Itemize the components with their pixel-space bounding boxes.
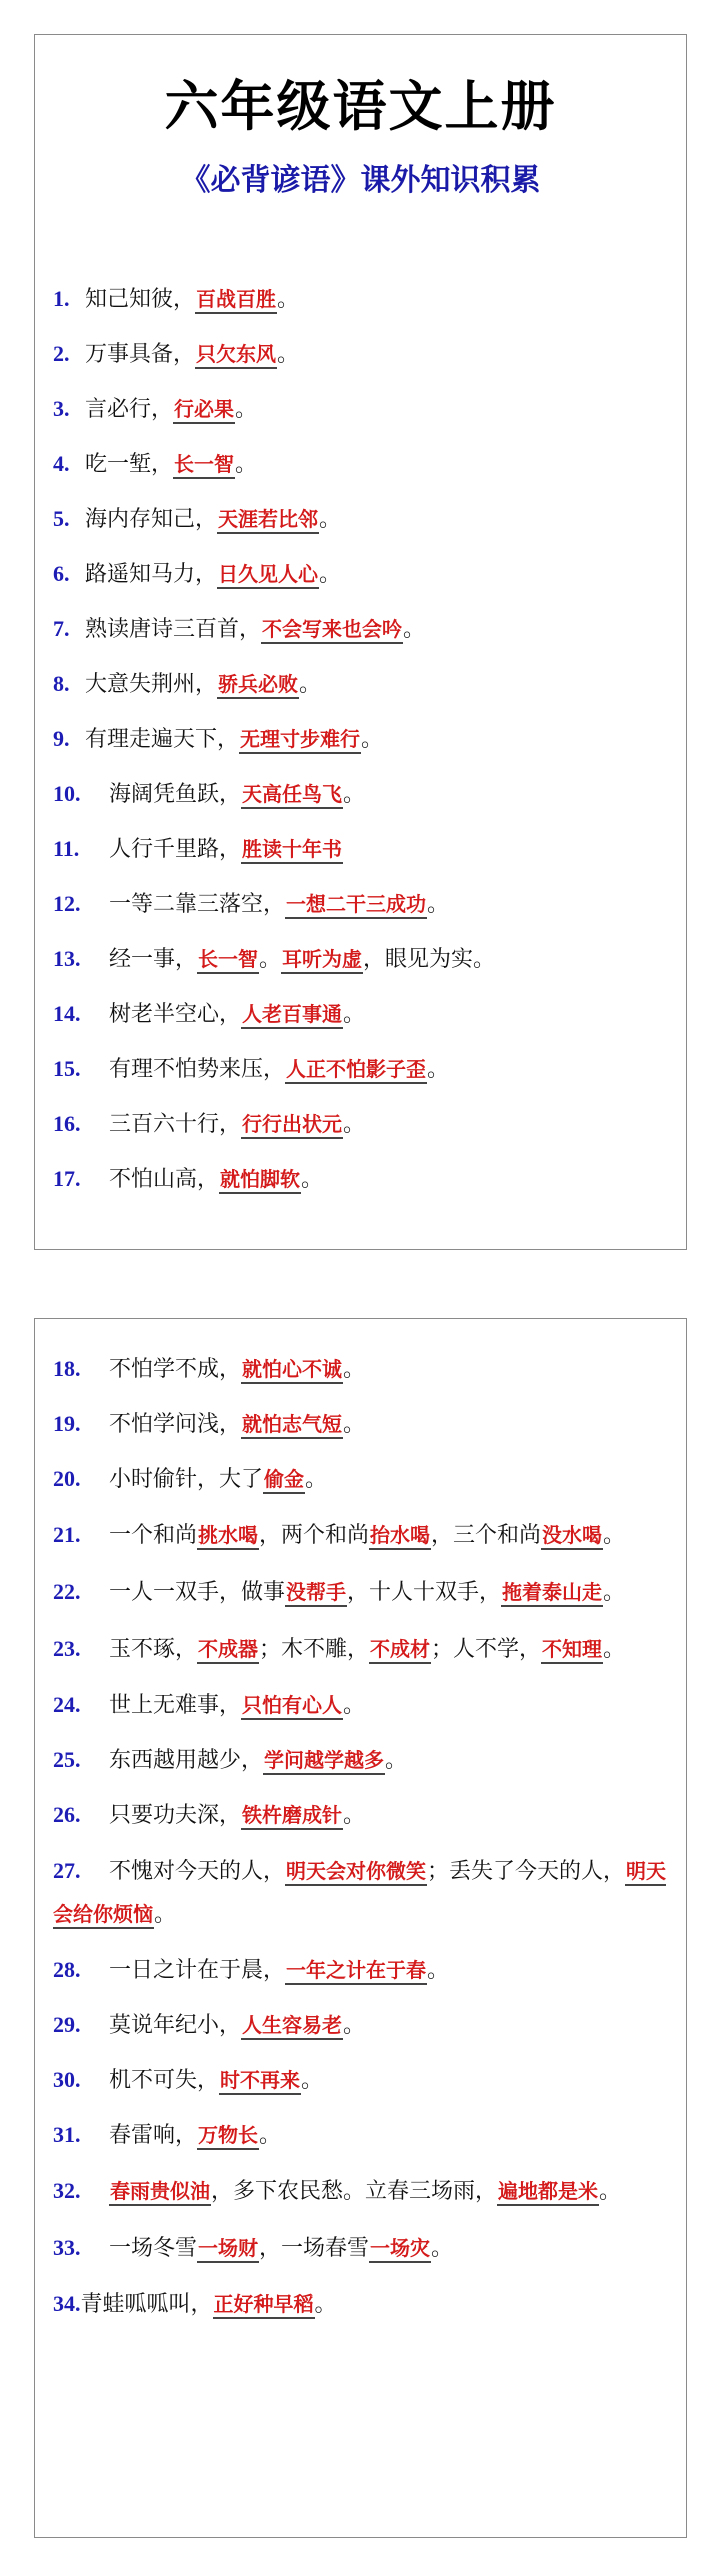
proverb-item	[53, 664, 670, 705]
answer-blank: 没帮手	[285, 1580, 347, 1607]
proverb-text: 。	[361, 727, 384, 752]
item-number: 24.	[53, 1692, 81, 1717]
proverb-text: 。	[603, 1580, 626, 1605]
proverb-item	[53, 2170, 670, 2213]
item-number: 31.	[53, 2122, 81, 2147]
item-number: 30.	[53, 2067, 81, 2092]
proverb-text: 大意失荆州，	[85, 672, 218, 697]
proverb-item	[53, 1795, 670, 1836]
proverb-text: 。	[427, 892, 450, 917]
proverb-text: 。	[235, 452, 258, 477]
proverb-item	[53, 389, 670, 430]
item-number: 26.	[53, 1802, 81, 1827]
answer-blank: 万物长	[197, 2123, 259, 2150]
proverb-text: 。	[301, 2068, 324, 2093]
page-subtitle	[35, 161, 686, 201]
proverb-text: 。	[277, 342, 300, 367]
item-number: 27.	[53, 1858, 81, 1883]
proverb-text: 万事具备，	[85, 342, 196, 367]
answer-blank: 时不再来	[219, 2068, 301, 2095]
proverb-item	[53, 884, 670, 925]
proverb-text: 一日之计在于晨，	[109, 1958, 286, 1983]
proverb-text: 不怕学不成，	[109, 1357, 242, 1382]
answer-blank: 一场灾	[369, 2236, 431, 2263]
proverb-text: 。	[319, 507, 342, 532]
proverb-text: ，一场春雪	[259, 2236, 370, 2261]
item-number: 23.	[53, 1636, 81, 1661]
item-number: 19.	[53, 1411, 81, 1436]
proverb-text: 青蛙呱呱叫，	[80, 2292, 213, 2317]
proverb-text: ；木不雕，	[259, 1637, 370, 1662]
proverb-text: 莫说年纪小，	[109, 2013, 242, 2038]
proverb-item	[53, 444, 670, 485]
answer-blank: 只怕有心人	[241, 1693, 343, 1720]
proverb-text: 言必行，	[85, 397, 174, 422]
proverb-item	[53, 1740, 670, 1781]
proverb-text: 。	[603, 1523, 626, 1548]
proverb-item	[53, 939, 670, 980]
answer-blank: 就怕志气短	[241, 1412, 343, 1439]
answer-blank: 百战百胜	[195, 287, 277, 314]
proverb-item	[53, 829, 670, 870]
proverb-text: 吃一堑，	[85, 452, 174, 477]
proverb-text: 知己知彼，	[85, 287, 196, 312]
answer-blank: 骄兵必败	[217, 672, 299, 699]
proverb-text: 。	[343, 1002, 366, 1027]
proverb-text: 。	[403, 617, 426, 642]
item-number: 9.	[53, 726, 70, 751]
proverb-text: 有理走遍天下，	[85, 727, 240, 752]
item-number: 4.	[53, 451, 70, 476]
proverb-text: ；丢失了今天的人，	[427, 1859, 626, 1884]
proverb-item	[53, 774, 670, 815]
proverb-item	[53, 1850, 670, 1936]
answer-blank: 长一智	[173, 452, 235, 479]
proverb-text: 树老半空心，	[109, 1002, 242, 1027]
proverb-text: 一人一双手，做事	[109, 1580, 286, 1605]
proverb-item	[53, 1628, 670, 1671]
proverb-text: 春雷响，	[109, 2123, 198, 2148]
proverb-text: 三百六十行，	[109, 1112, 242, 1137]
proverb-text: 。	[343, 1357, 366, 1382]
proverb-text: 世上无难事，	[109, 1693, 242, 1718]
page-title: 六年级语文上册	[164, 75, 557, 138]
answer-blank: 行必果	[173, 397, 235, 424]
page-sheet-1	[34, 34, 687, 1250]
proverb-text: 。	[305, 1467, 328, 1492]
answer-blank: 不知理	[541, 1637, 603, 1664]
proverb-item	[53, 1104, 670, 1145]
item-number: 5.	[53, 506, 70, 531]
proverb-text: 。	[277, 287, 300, 312]
proverb-text: 玉不琢，	[109, 1637, 198, 1662]
proverb-item	[53, 2115, 670, 2156]
proverb-text: 。	[235, 397, 258, 422]
item-number: 7.	[53, 616, 70, 641]
answer-blank: 就怕脚软	[219, 1167, 301, 1194]
proverb-item	[53, 334, 670, 375]
answer-blank: 天高任鸟飞	[241, 782, 343, 809]
item-number: 12.	[53, 891, 81, 916]
proverb-text: 。	[314, 2292, 337, 2317]
proverb-text: 海内存知己，	[85, 507, 218, 532]
answer-blank: 行行出状元	[241, 1112, 343, 1139]
answer-blank: 人正不怕影子歪	[285, 1057, 427, 1084]
item-number: 2.	[53, 341, 70, 366]
answer-blank: 耳听为虚	[281, 947, 363, 974]
proverb-text: 不怕山高，	[109, 1167, 220, 1192]
proverb-text: 。	[427, 1057, 450, 1082]
proverb-text: 。	[319, 562, 342, 587]
item-number: 33.	[53, 2235, 81, 2260]
proverb-text: 。	[301, 1167, 324, 1192]
proverb-text: ，眼见为实。	[363, 947, 496, 972]
answer-blank: 正好种早稻	[213, 2292, 315, 2319]
proverb-item	[53, 1459, 670, 1500]
item-number: 3.	[53, 396, 70, 421]
item-number: 11.	[53, 836, 80, 861]
answer-blank: 一想二干三成功	[285, 892, 427, 919]
proverb-item	[53, 279, 670, 320]
proverb-text: ；人不学，	[431, 1637, 542, 1662]
proverb-item	[53, 994, 670, 1035]
proverb-item	[53, 1514, 670, 1557]
proverb-text: 一场冬雪	[109, 2236, 198, 2261]
answer-blank: 人生容易老	[241, 2013, 343, 2040]
proverb-text: 一个和尚	[109, 1523, 198, 1548]
item-number: 34.	[53, 2291, 81, 2316]
answer-blank: 一场财	[197, 2236, 259, 2263]
proverb-text: 。	[343, 782, 366, 807]
proverb-text: 一等二靠三落空，	[109, 892, 286, 917]
answer-blank: 明天会给你烦恼	[53, 1859, 666, 1929]
answer-blank: 偷金	[263, 1467, 305, 1494]
answer-blank: 胜读十年书	[241, 837, 343, 864]
answer-blank: 春雨贵似油	[109, 2179, 211, 2206]
proverb-text: 。	[343, 1803, 366, 1828]
answer-blank: 学问越学越多	[263, 1748, 385, 1775]
proverb-text: 。	[431, 2236, 454, 2261]
proverb-text: 。	[259, 947, 282, 972]
proverb-text: 。	[343, 1693, 366, 1718]
answer-blank: 长一智	[197, 947, 259, 974]
item-number: 8.	[53, 671, 70, 696]
proverb-list-part-1	[53, 279, 670, 1214]
proverb-item	[53, 1159, 670, 1200]
proverb-text: 。	[259, 2123, 282, 2148]
proverb-text: ，多下农民愁。立春三场雨，	[211, 2179, 498, 2204]
answer-blank: 不成材	[369, 1637, 431, 1664]
answer-blank: 无理寸步难行	[239, 727, 361, 754]
proverb-text: 路遥知马力，	[85, 562, 218, 587]
proverb-text: 。	[599, 2179, 622, 2204]
answer-blank: 拖着泰山走	[501, 1580, 603, 1607]
proverb-text: 熟读唐诗三百首，	[85, 617, 262, 642]
proverb-text: 。	[603, 1637, 626, 1662]
proverb-list-part-2	[53, 1349, 670, 2339]
item-number: 28.	[53, 1957, 81, 1982]
proverb-text: 有理不怕势来压，	[109, 1057, 286, 1082]
proverb-text: 。	[385, 1748, 408, 1773]
answer-blank: 人老百事通	[241, 1002, 343, 1029]
answer-blank: 抬水喝	[369, 1523, 431, 1550]
proverb-item	[53, 2060, 670, 2101]
answer-blank: 不成器	[197, 1637, 259, 1664]
item-number: 17.	[53, 1166, 81, 1191]
item-number: 16.	[53, 1111, 81, 1136]
answer-blank: 日久见人心	[217, 562, 319, 589]
answer-blank: 遍地都是米	[497, 2179, 599, 2206]
item-number: 15.	[53, 1056, 81, 1081]
item-number: 25.	[53, 1747, 81, 1772]
proverb-item	[53, 719, 670, 760]
answer-blank: 天涯若比邻	[217, 507, 319, 534]
item-number: 29.	[53, 2012, 81, 2037]
answer-blank: 铁杵磨成针	[241, 1803, 343, 1830]
proverb-text: 。	[343, 2013, 366, 2038]
answer-blank: 明天会对你微笑	[285, 1859, 427, 1886]
proverb-text: 。	[343, 1412, 366, 1437]
proverb-text: 不怕学问浅，	[109, 1412, 242, 1437]
proverb-text: ，两个和尚	[259, 1523, 370, 1548]
proverb-text: ，三个和尚	[431, 1523, 542, 1548]
item-number: 14.	[53, 1001, 81, 1026]
proverb-item	[53, 2227, 670, 2270]
proverb-item	[53, 499, 670, 540]
item-number: 21.	[53, 1522, 81, 1547]
proverb-text: 只要功夫深，	[109, 1803, 242, 1828]
subtitle-book-title: 《必背谚语》	[180, 163, 361, 198]
proverb-item	[53, 1685, 670, 1726]
proverb-text: 不愧对今天的人，	[109, 1859, 286, 1884]
proverb-item	[53, 1404, 670, 1445]
item-number: 1.	[53, 286, 70, 311]
proverb-item	[53, 1950, 670, 1991]
item-number: 6.	[53, 561, 70, 586]
answer-blank: 一年之计在于春	[285, 1958, 427, 1985]
page-sheet-2	[34, 1318, 687, 2538]
item-number: 18.	[53, 1356, 81, 1381]
proverb-text: 东西越用越少，	[109, 1748, 264, 1773]
answer-blank: 就怕心不诚	[241, 1357, 343, 1384]
proverb-item	[53, 1571, 670, 1614]
proverb-item	[53, 1349, 670, 1390]
proverb-text: 小时偷针，大了	[109, 1467, 264, 1492]
proverb-text: 经一事，	[109, 947, 198, 972]
proverb-text: 海阔凭鱼跃，	[109, 782, 242, 807]
proverb-text: 。	[154, 1902, 177, 1927]
item-number: 32.	[53, 2178, 81, 2203]
proverb-item	[53, 2284, 670, 2325]
proverb-text: ，十人十双手，	[347, 1580, 502, 1605]
proverb-text: 。	[343, 1112, 366, 1137]
answer-blank: 不会写来也会吟	[261, 617, 403, 644]
answer-blank: 挑水喝	[197, 1523, 259, 1550]
proverb-item	[53, 609, 670, 650]
item-number: 10.	[53, 781, 81, 806]
proverb-text: 。	[299, 672, 322, 697]
subtitle-caption: 课外知识积累	[360, 163, 541, 198]
item-number: 22.	[53, 1579, 81, 1604]
proverb-text: 。	[427, 1958, 450, 1983]
answer-blank: 只欠东风	[195, 342, 277, 369]
proverb-text: 机不可失，	[109, 2068, 220, 2093]
proverb-item	[53, 554, 670, 595]
proverb-text: 人行千里路，	[109, 837, 242, 862]
item-number: 20.	[53, 1466, 81, 1491]
answer-blank: 没水喝	[541, 1523, 603, 1550]
proverb-item	[53, 1049, 670, 1090]
item-number: 13.	[53, 946, 81, 971]
proverb-item	[53, 2005, 670, 2046]
